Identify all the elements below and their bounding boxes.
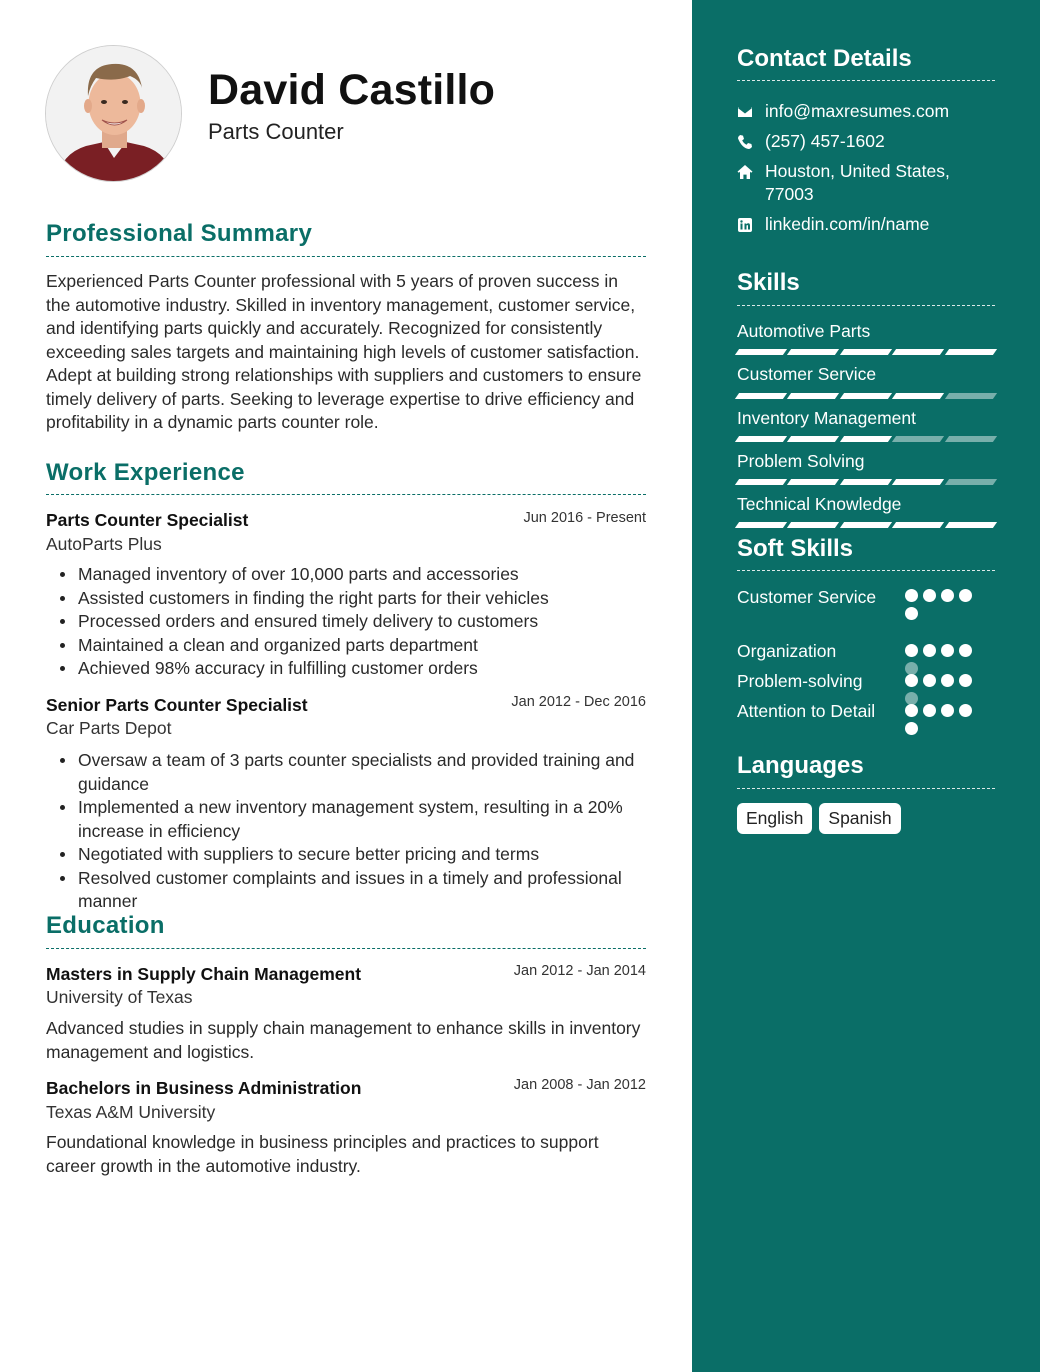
skills-heading: Skills xyxy=(737,269,800,296)
job-bullet: Resolved customer complaints and issues in a timely and professional manner xyxy=(78,867,648,914)
job-date: Jun 2016 - Present xyxy=(523,510,646,526)
soft-skill-dot xyxy=(923,674,936,687)
contact-email[interactable] xyxy=(737,100,997,123)
skill-bar-segment xyxy=(840,393,893,399)
job-company: AutoParts Plus xyxy=(46,534,162,554)
contact-phone[interactable] xyxy=(737,130,997,153)
contact-heading: Contact Details xyxy=(737,45,912,72)
contact-linkedin[interactable] xyxy=(737,213,997,236)
skill-bar-segment xyxy=(892,349,945,355)
skill-bar xyxy=(737,349,995,355)
contact-phone-text: (257) 457-1602 xyxy=(765,131,885,151)
soft-skill-dots xyxy=(905,674,977,705)
skill-label: Inventory Management xyxy=(737,408,916,428)
degree-title: Masters in Supply Chain Management xyxy=(46,964,362,984)
summary-divider xyxy=(46,256,646,257)
soft-skill-label: Customer Service xyxy=(737,587,877,607)
soft-skill-dot xyxy=(923,704,936,717)
linkedin-icon xyxy=(737,213,765,236)
skill-bar xyxy=(737,393,995,399)
languages-heading: Languages xyxy=(737,752,864,779)
soft-skill-dot xyxy=(905,674,918,687)
skill-bar-segment xyxy=(840,349,893,355)
soft-skill-dot xyxy=(959,674,972,687)
skills-divider xyxy=(737,305,995,306)
soft-skill-dot xyxy=(941,674,954,687)
envelope-icon xyxy=(737,100,765,123)
job-bullets xyxy=(78,749,648,914)
soft-skill-dot xyxy=(959,589,972,602)
skill-bar xyxy=(737,436,995,442)
skill-label: Technical Knowledge xyxy=(737,494,902,514)
job-bullet: Processed orders and ensured timely delivery to customers xyxy=(78,610,648,634)
degree-title: Bachelors in Business Administration xyxy=(46,1078,362,1098)
experience-heading: Work Experience xyxy=(46,459,245,486)
skill-bar xyxy=(737,522,995,528)
degree-description: Foundational knowledge in business principles and practices to support career growth in the automotive industry. xyxy=(46,1132,599,1176)
avatar-illustration xyxy=(46,46,182,182)
soft-skill-dot xyxy=(923,644,936,657)
soft-skill-dot xyxy=(905,644,918,657)
school-name: Texas A&M University xyxy=(46,1102,216,1122)
soft-skill-dot xyxy=(959,644,972,657)
job-title: Parts Counter Specialist xyxy=(46,510,249,530)
candidate-name: David Castillo xyxy=(208,66,496,114)
skill-bar-segment xyxy=(945,479,998,485)
skill-bar-segment xyxy=(787,479,840,485)
school-name: University of Texas xyxy=(46,987,193,1007)
contact-email-text: info@maxresumes.com xyxy=(765,101,950,121)
skill-label: Problem Solving xyxy=(737,451,865,471)
soft-skill-dots xyxy=(905,644,977,675)
contact-divider xyxy=(737,80,995,81)
skill-label: Automotive Parts xyxy=(737,321,871,341)
skill-bar-segment xyxy=(840,436,893,442)
skill-bar-segment xyxy=(945,349,998,355)
skill-bar-segment xyxy=(892,522,945,528)
skill-bar-segment xyxy=(735,436,788,442)
soft-skill-dot xyxy=(905,607,918,620)
soft-skill-dot xyxy=(923,589,936,602)
skill-bar-segment xyxy=(840,522,893,528)
contact-address-text: Houston, United States, 77003 xyxy=(765,161,950,204)
skill-bar xyxy=(737,479,995,485)
skill-bar-segment xyxy=(787,349,840,355)
soft-skill-dots xyxy=(905,704,977,735)
degree-date: Jan 2008 - Jan 2012 xyxy=(513,1077,646,1093)
experience-divider xyxy=(46,494,646,495)
soft-skill-dot xyxy=(905,704,918,717)
sidebar xyxy=(692,0,1040,1372)
job-bullet: Implemented a new inventory management system, resulting in a 20% increase in efficiency xyxy=(78,796,648,843)
skill-bar-segment xyxy=(945,393,998,399)
profile-photo xyxy=(45,45,182,182)
soft-skill-dot xyxy=(905,589,918,602)
job-bullet: Managed inventory of over 10,000 parts and accessories xyxy=(78,563,648,587)
skill-bar-segment xyxy=(787,436,840,442)
summary-heading: Professional Summary xyxy=(46,220,313,247)
summary-text: Experienced Parts Counter professional with 5 years of proven success in the automotive industry. Skilled in inventory management, customer service, and identifying parts quickly and accurately. Recognized for consistently exceeding sales targets and maintaining high levels of customer satisfaction. Adept at building strong relationships with suppliers and customers to ensure timely delivery of parts. Seeking to leverage expertise to drive efficiency and profitability in a dynamic parts counter role. xyxy=(46,271,642,432)
job-company: Car Parts Depot xyxy=(46,718,172,738)
skill-bar-segment xyxy=(735,349,788,355)
soft-skill-label: Problem-solving xyxy=(737,671,863,691)
soft-skill-dot xyxy=(959,704,972,717)
soft-skill-dot xyxy=(905,722,918,735)
job-date: Jan 2012 - Dec 2016 xyxy=(511,694,646,710)
job-bullet: Oversaw a team of 3 parts counter specialists and provided training and guidance xyxy=(78,749,648,796)
soft-skill-dot xyxy=(941,704,954,717)
job-bullet: Achieved 98% accuracy in fulfilling customer orders xyxy=(78,657,648,681)
skill-label: Customer Service xyxy=(737,364,877,384)
soft-skills-heading: Soft Skills xyxy=(737,535,854,562)
languages-divider xyxy=(737,788,995,789)
skill-bar-segment xyxy=(945,436,998,442)
education-heading: Education xyxy=(46,912,165,939)
contact-address xyxy=(737,160,997,206)
skill-bar-segment xyxy=(892,393,945,399)
soft-skill-dot xyxy=(941,589,954,602)
job-bullets xyxy=(78,563,648,681)
candidate-title: Parts Counter xyxy=(208,119,344,144)
job-bullet: Maintained a clean and organized parts department xyxy=(78,634,648,658)
language-tag: English xyxy=(737,803,812,834)
skill-bar-segment xyxy=(735,393,788,399)
home-icon xyxy=(737,160,765,206)
job-bullet: Assisted customers in finding the right parts for their vehicles xyxy=(78,587,648,611)
skill-bar-segment xyxy=(892,479,945,485)
skill-bar-segment xyxy=(735,522,788,528)
soft-skill-dot xyxy=(941,644,954,657)
soft-skill-label: Organization xyxy=(737,641,837,661)
job-bullet: Negotiated with suppliers to secure better pricing and terms xyxy=(78,843,648,867)
degree-description: Advanced studies in supply chain management to enhance skills in inventory management and logistics. xyxy=(46,1018,641,1062)
soft-skills-divider xyxy=(737,570,995,571)
languages-list xyxy=(737,803,901,834)
language-tag: Spanish xyxy=(819,803,900,834)
degree-date: Jan 2012 - Jan 2014 xyxy=(513,963,646,979)
skill-bar-segment xyxy=(787,393,840,399)
phone-icon xyxy=(737,130,765,153)
skill-bar-segment xyxy=(840,479,893,485)
skill-bar-segment xyxy=(787,522,840,528)
education-divider xyxy=(46,948,646,949)
contact-linkedin-text: linkedin.com/in/name xyxy=(765,214,930,234)
skill-bar-segment xyxy=(892,436,945,442)
skill-bar-segment xyxy=(735,479,788,485)
soft-skill-label: Attention to Detail xyxy=(737,701,876,721)
soft-skill-dots xyxy=(905,589,977,620)
job-title: Senior Parts Counter Specialist xyxy=(46,695,308,715)
skill-bar-segment xyxy=(945,522,998,528)
